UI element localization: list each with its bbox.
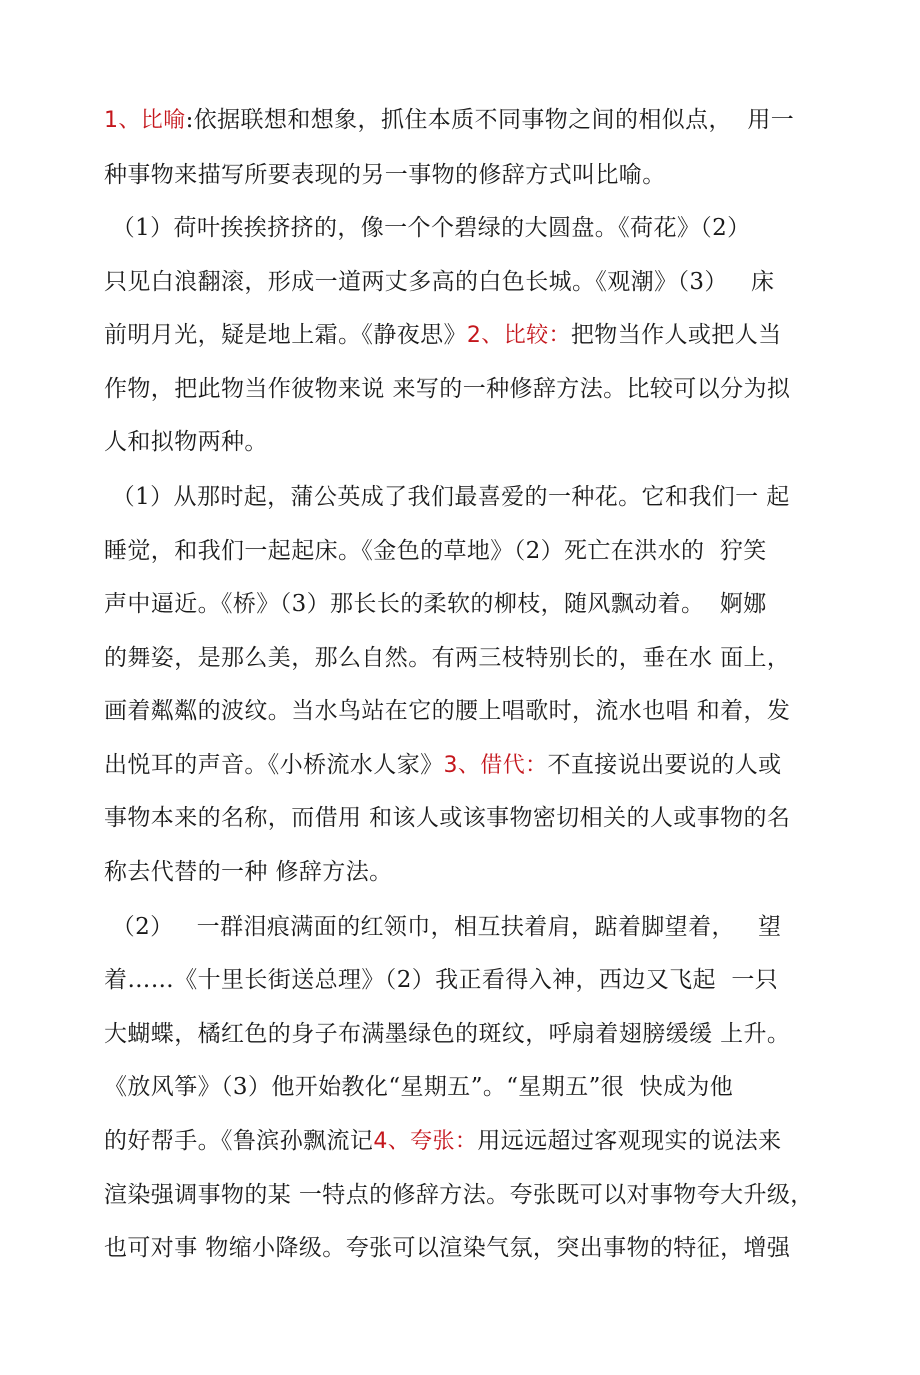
section-heading-personification: 2、比较： (466, 323, 571, 348)
text-line (104, 857, 824, 887)
text-line (104, 1019, 824, 1049)
line-text: 渲染强调事物的某 一特点的修辞方法。夸张既可以对事物夸大升级， (104, 1182, 814, 1208)
line-text: 也可对事 物缩小降级。夸张可以渲染气氛，突出事物的特征，增强 (104, 1235, 791, 1261)
line-text: 只见白浪翻滚，形成一道两丈多高的白色长城。《观潮》（3） 床 (104, 269, 775, 295)
text-line (104, 482, 824, 512)
line-text-tail: 把物当作人或把人当 (570, 322, 782, 348)
text-line (104, 750, 824, 781)
line-text: 《放风筝》（3）他开始教化“星期五”。“星期五”很 快成为他 (104, 1074, 734, 1100)
text-line (104, 320, 824, 351)
line-text-tail: 用远远超过客观现实的说法来 (477, 1128, 782, 1154)
line-text: 画着粼粼的波纹。当水鸟站在它的腰上唱歌时，流水也唱 和着，发 (104, 698, 791, 724)
line-text: 出悦耳的声音。《小桥流水人家》 (104, 752, 444, 778)
section-heading-metaphor: 1、比喻 (104, 108, 186, 133)
line-text: （1）荷叶挨挨挤挤的，像一个个碧绿的大圆盘。《荷花》（2） (104, 215, 751, 241)
line-text: 作物，把此物当作彼物来说 来写的一种修辞方法。比较可以分为拟 (104, 376, 791, 402)
line-text-tail: 不直接说出要说的人或 (547, 752, 782, 778)
line-text: 声中逼近。《桥》（3）那长长的柔软的柳枝，随风飘动着。 婀娜 (104, 591, 767, 617)
line-text: 大蝴蝶，橘红色的身子布满墨绿色的斑纹，呼扇着翅膀缓缓 上升。 (104, 1021, 791, 1047)
line-text: :依据联想和想象，抓住本质不同事物之间的相似点， 用一 (185, 107, 795, 133)
line-text: （1）从那时起，蒲公英成了我们最喜爱的一种花。它和我们一 起 (104, 484, 790, 510)
line-text: 种事物来描写所要表现的另一事物的修辞方式叫比喻。 (104, 162, 666, 188)
section-heading-metonymy: 3、借代： (443, 753, 548, 778)
text-line (104, 803, 824, 833)
text-line (104, 105, 824, 136)
line-text: 称去代替的一种 修辞方法。 (104, 859, 393, 885)
text-line (104, 374, 824, 404)
text-line (104, 1180, 824, 1210)
section-heading-hyperbole: 4、夸张： (373, 1129, 478, 1154)
text-line (104, 160, 824, 190)
line-text: 睡觉，和我们一起起床。《金色的草地》（2）死亡在洪水的 狞笑 (104, 538, 767, 564)
text-line (104, 912, 824, 942)
text-line (104, 696, 824, 726)
text-line (104, 213, 824, 243)
line-text: 人和拟物两种。 (104, 429, 268, 455)
line-text: 前明月光，疑是地上霜。《静夜思》 (104, 322, 467, 348)
line-text: 着……《十里长街送总理》（2）我正看得入神，西边又飞起 一只 (104, 967, 779, 993)
text-line (104, 1072, 824, 1102)
line-text: 事物本来的名称，而借用 和该人或该事物密切相关的人或事物的名 (104, 805, 791, 831)
line-text: （2） 一群泪痕满面的红领巾，相互扶着肩，踮着脚望着， 望 (104, 914, 782, 940)
text-line (104, 536, 824, 566)
text-line (104, 965, 824, 995)
text-line (104, 267, 824, 297)
text-line (104, 589, 824, 619)
text-line (104, 1233, 824, 1263)
text-line (104, 427, 824, 457)
line-text: 的舞姿，是那么美，那么自然。有两三枝特别长的，垂在水 面上， (104, 645, 791, 671)
text-line (104, 643, 824, 673)
text-line (104, 1126, 824, 1157)
line-text: 的好帮手。《鲁滨孙飘流记 (104, 1128, 374, 1154)
